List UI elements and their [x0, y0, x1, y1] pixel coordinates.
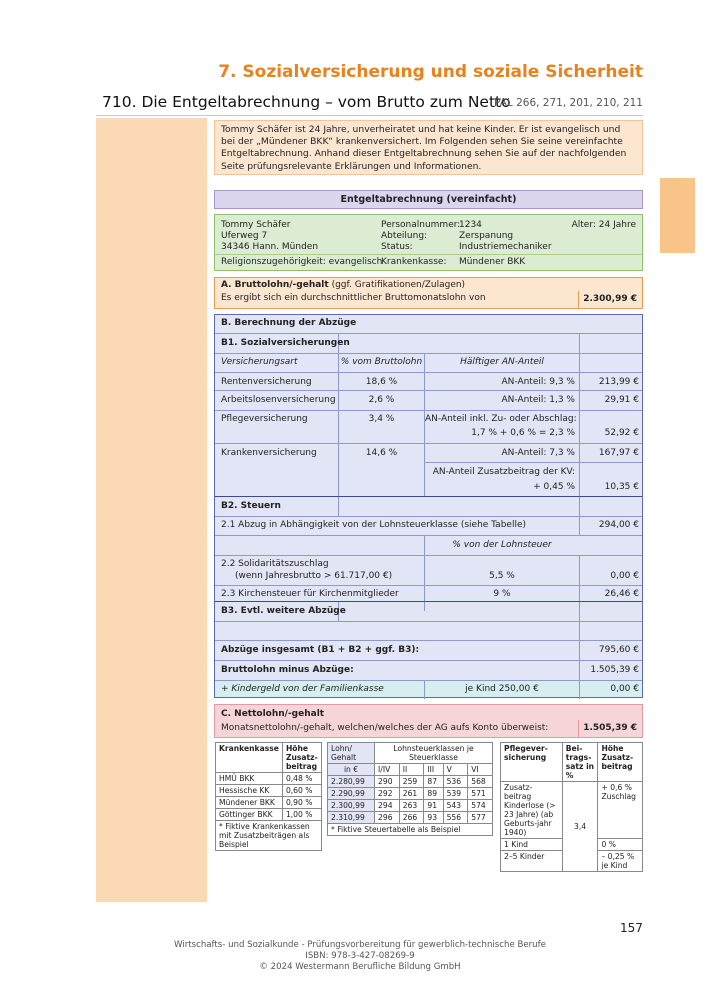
table-row: [328, 812, 493, 824]
lst-value: 87: [424, 776, 443, 788]
kk-note: * Fiktive Krankenkassen mit Zusatzbeiträgen als Beispiel: [216, 821, 322, 851]
kv-extra-amount: 10,35 €: [604, 482, 639, 492]
employee-city: 34346 Hann. Münden: [221, 242, 319, 252]
col-divider: [424, 680, 425, 699]
employee-name: Tommy Schäfer: [221, 220, 291, 230]
row-pv-share2: 1,7 % + 0,6 % = 2,3 %: [471, 428, 575, 438]
pv-extra-header: Höhe Zusatz-beitrag: [598, 743, 643, 782]
divider: [215, 254, 642, 255]
kist-pct: 9 %: [493, 589, 511, 599]
net-pay-text: Monatsnettolohn/-gehalt, welchen/welches der AG aufs Konto überweist:: [221, 723, 549, 733]
pv-row3-label: 2–5 Kinder: [501, 851, 563, 872]
table-row: [216, 785, 322, 797]
row-rv-name: Rentenversicherung: [221, 377, 312, 387]
lst-class: III: [424, 764, 443, 776]
kindergeld-label: + Kindergeld von der Familienkasse: [221, 684, 384, 694]
lst-value: 266: [399, 812, 424, 824]
lst-class: V: [443, 764, 468, 776]
employee-age: Alter: 24 Jahre: [571, 220, 636, 230]
row-pv-pct: 3,4 %: [368, 414, 395, 424]
pv-row1-value: + 0,6 % Zuschlag: [598, 782, 643, 839]
row-pv-amount: 52,92 €: [604, 428, 639, 438]
col-divider: [579, 680, 580, 699]
pv-row2-value: 0 %: [598, 839, 643, 851]
health-insurance-table: [215, 742, 322, 851]
table-row: [328, 788, 493, 800]
row-rv-amount: 213,99 €: [598, 377, 639, 387]
lst-value: 571: [468, 788, 493, 800]
row-kv-share: AN-Anteil: 7,3 %: [501, 448, 575, 458]
row-rv-share: AN-Anteil: 9,3 %: [501, 377, 575, 387]
header-share: Hälftiger AN-Anteil: [460, 357, 544, 367]
dept-label: Abteilung:: [381, 231, 428, 241]
lst-value: 93: [424, 812, 443, 824]
lst-salary: 2.310,99: [328, 812, 375, 824]
tax-row1-label: 2.1 Abzug in Abhängigkeit von der Lohnsteuerklasse (siehe Tabelle): [221, 520, 526, 530]
row-pv-share: AN-Anteil inkl. Zu- oder Abschlag:: [425, 414, 577, 424]
page-number: 157: [620, 921, 643, 935]
gross-pay-amount: 2.300,99 €: [578, 291, 642, 309]
col-divider: [338, 496, 339, 516]
lst-value: 261: [399, 788, 424, 800]
pv-header: Pflegever-sicherung: [501, 743, 563, 782]
lst-value: 91: [424, 800, 443, 812]
gross-pay-title: A. Bruttolohn/-gehalt: [221, 280, 329, 290]
kk-name: Mündener BKK: [216, 797, 283, 809]
statement-title: Entgeltabrechnung (vereinfacht): [214, 190, 643, 209]
row-rv-pct: 18,6 %: [365, 377, 398, 387]
lst-value: 543: [443, 800, 468, 812]
gross-pay-text: Es ergibt sich ein durchschnittlicher Bruttomonatslohn von: [221, 293, 486, 303]
row-kv-pct: 14,6 %: [365, 448, 398, 458]
chapter-title: 7. Sozialversicherung und soziale Sicherheit: [218, 62, 643, 82]
employee-street: Uferweg 7: [221, 231, 268, 241]
lst-value: 568: [468, 776, 493, 788]
lst-unit: in €: [328, 764, 375, 776]
table-row: [216, 797, 322, 809]
intro-text: Tommy Schäfer ist 24 Jahre, unverheiratet und hat keine Kinder. Er ist evangelisch und bei der „Mündener BKK“ krankenversichert. Im Folgenden sehen Sie seine vereinfachte Entgeltabrechnung. Anhand dieser Entgeltabrechnung sehen Sie auf der nachfolgenden Seite prüfungsrelevante Erklärungen und Informationen.: [214, 120, 643, 175]
kist-amount: 26,46 €: [604, 589, 639, 599]
lst-value: 539: [443, 788, 468, 800]
b1-title: B1. Sozialversicherungen: [221, 338, 350, 348]
lst-value: 263: [399, 800, 424, 812]
table-row: [216, 809, 322, 821]
kk-rate: 0,60 %: [282, 785, 321, 797]
table-row: [328, 800, 493, 812]
net-pay-section: [214, 704, 643, 738]
lst-note: * Fiktive Steuertabelle als Beispiel: [328, 824, 493, 836]
lst-class: VI: [468, 764, 493, 776]
care-insurance-table: [500, 742, 643, 872]
kv-extra-share: AN-Anteil Zusatzbeitrag der KV:: [432, 467, 575, 477]
deductions-section: [214, 314, 643, 698]
gross-pay-section: [214, 277, 643, 309]
tax-header: % von der Lohnsteuer: [452, 540, 552, 550]
deductions-title: B. Berechnung der Abzüge: [221, 318, 357, 328]
lst-value: 290: [375, 776, 400, 788]
table-row: [216, 773, 322, 785]
kk-label: Krankenkasse:: [381, 257, 447, 267]
total-deductions-amount: 795,60 €: [598, 645, 639, 655]
section-divider: [96, 115, 643, 116]
pn-value: 1234: [459, 220, 482, 230]
net-pay-amount: 1.505,39 €: [578, 720, 642, 738]
row-kv-amount: 167,97 €: [598, 448, 639, 458]
kindergeld-amount: 0,00 €: [610, 684, 639, 694]
pv-row2-label: 1 Kind: [501, 839, 563, 851]
kk-rate: 0,48 %: [282, 773, 321, 785]
lst-salary: 2.300,99: [328, 800, 375, 812]
b3-title: B3. Evtl. weitere Abzüge: [221, 606, 346, 616]
row-av-name: Arbeitslosenversicherung: [221, 395, 336, 405]
footer-line3: © 2024 Westermann Berufliche Bildung GmbH: [259, 962, 461, 972]
income-tax-table: [327, 742, 493, 836]
pv-row1-label: Zusatz-beitrag Kinderlose (> 23 Jahre) (ab Geburts-jahr 1940): [501, 782, 563, 839]
row-av-pct: 2,6 %: [368, 395, 395, 405]
soli-pct: 5,5 %: [489, 571, 515, 581]
row-kv-name: Krankenversicherung: [221, 448, 317, 458]
lst-value: 574: [468, 800, 493, 812]
kk-name: Hessische KK: [216, 785, 283, 797]
lst-value: 292: [375, 788, 400, 800]
soli-amount: 0,00 €: [610, 571, 639, 581]
lst-value: 556: [443, 812, 468, 824]
footer-line1: Wirtschafts- und Sozialkunde - Prüfungsvorbereitung für gewerblich-technische Berufe: [174, 940, 546, 950]
brutto-minus-label: Bruttolohn minus Abzüge:: [221, 665, 354, 675]
soli-label: 2.2 Solidaritätszuschlag: [221, 559, 329, 569]
tax-row1-amount: 294,00 €: [598, 520, 639, 530]
lst-value: 536: [443, 776, 468, 788]
chapter-tab: [660, 178, 695, 253]
kk-rate: 1,00 %: [282, 809, 321, 821]
personal-data: [214, 214, 643, 271]
header-percent: % vom Bruttolohn: [340, 357, 423, 367]
net-pay-title: C. Nettolohn/-gehalt: [221, 709, 325, 719]
kv-extra-share2: + 0,45 %: [533, 482, 575, 492]
status-label: Status:: [381, 242, 413, 252]
row-av-amount: 29,91 €: [604, 395, 639, 405]
section-title: 710. Die Entgeltabrechnung – vom Brutto zum Netto: [102, 93, 511, 111]
total-deductions-label: Abzüge insgesamt (B1 + B2 + ggf. B3):: [221, 645, 420, 655]
kist-label: 2.3 Kirchensteuer für Kirchenmitglieder: [221, 589, 399, 599]
row-av-share: AN-Anteil: 1,3 %: [501, 395, 575, 405]
table-row: [328, 776, 493, 788]
lst-header-salary: Lohn/ Gehalt: [328, 743, 375, 764]
pv-row3-value: – 0,25 % je Kind: [598, 851, 643, 872]
lst-value: 577: [468, 812, 493, 824]
footer-line2: ISBN: 978-3-427-08269-9: [305, 951, 415, 961]
kindergeld-per-child: je Kind 250,00 €: [465, 684, 539, 694]
lst-value: 259: [399, 776, 424, 788]
header-type: Versicherungsart: [221, 357, 298, 367]
lst-value: 296: [375, 812, 400, 824]
margin-bar: [96, 118, 207, 902]
section-references: PAL 266, 271, 201, 210, 211: [494, 97, 643, 109]
footer: [0, 940, 720, 973]
kk-value: Mündener BKK: [459, 257, 526, 267]
lst-value: 294: [375, 800, 400, 812]
lst-salary: 2.290,99: [328, 788, 375, 800]
kk-name: Göttinger BKK: [216, 809, 283, 821]
pv-rate-header: Bei-trags-satz in %: [562, 743, 598, 782]
kk-rate-header: Höhe Zusatz-beitrag: [282, 743, 321, 773]
soli-label2: (wenn Jahresbrutto > 61.717,00 €): [235, 571, 393, 581]
gross-pay-note: (ggf. Gratifikationen/Zulagen): [331, 280, 466, 290]
employee-religion: Religionszugehörigkeit: evangelisch: [221, 257, 383, 267]
lst-value: 89: [424, 788, 443, 800]
kk-rate: 0,90 %: [282, 797, 321, 809]
kk-name: HMÜ BKK: [216, 773, 283, 785]
table-row: [501, 782, 643, 839]
lst-class: II: [399, 764, 424, 776]
row-pv-name: Pflegeversicherung: [221, 414, 308, 424]
lst-class: I/IV: [375, 764, 400, 776]
lst-header-classes: Lohnsteuerklassen je Steuerklasse: [375, 743, 493, 764]
b2-title: B2. Steuern: [221, 501, 281, 511]
pn-label: Personalnummer:: [381, 220, 461, 230]
status-value: Industriemechaniker: [459, 242, 552, 252]
brutto-minus-amount: 1.505,39 €: [590, 665, 639, 675]
pv-rate: 3,4: [562, 782, 598, 872]
kk-header: Krankenkasse: [216, 743, 283, 773]
dept-value: Zerspanung: [459, 231, 514, 241]
lst-salary: 2.280,99: [328, 776, 375, 788]
